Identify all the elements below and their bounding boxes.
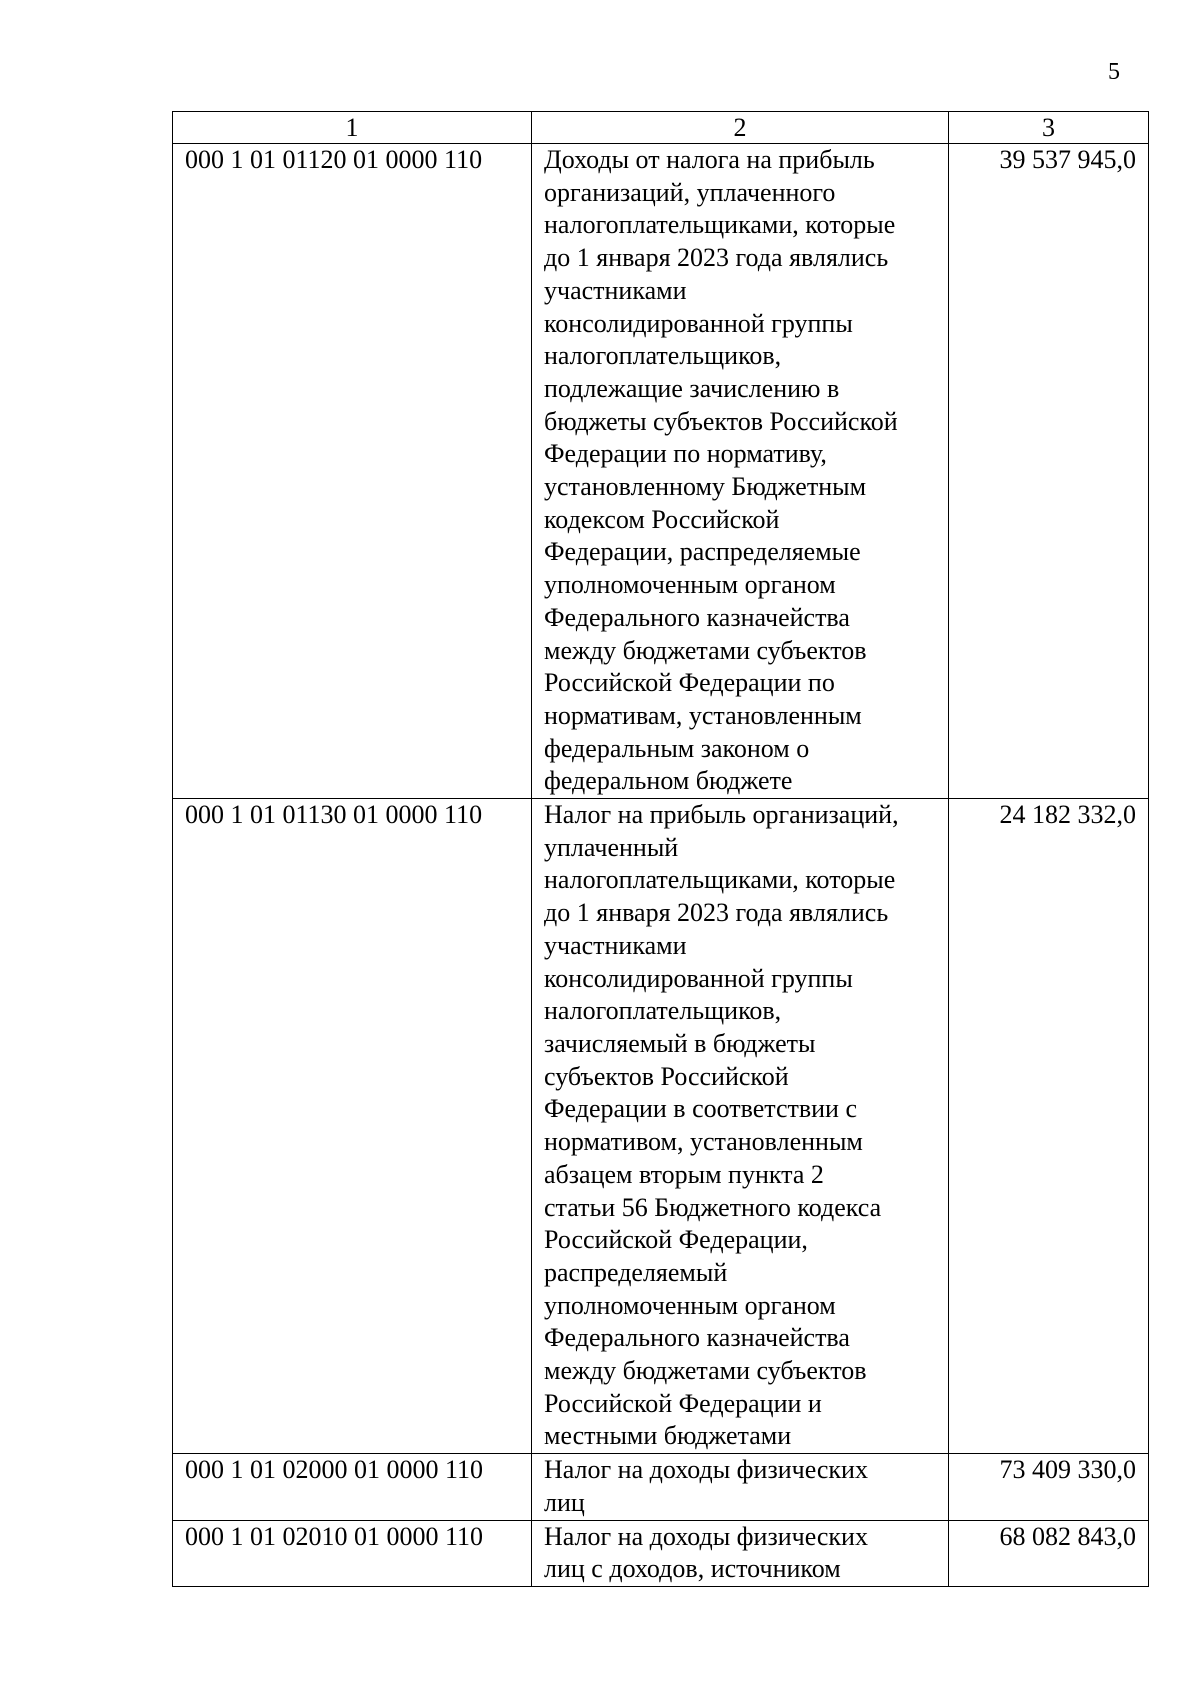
description-line: налогоплательщиков,	[544, 341, 782, 371]
description-line: Федерального казначейства	[544, 602, 850, 632]
column-header-amount: 3	[949, 112, 1149, 144]
description-line: уплаченный	[544, 832, 679, 862]
description-line: подлежащие зачислению в	[544, 373, 840, 403]
table-body	[173, 144, 1149, 1587]
budget-classification-code: 000 1 01 01120 01 0000 110	[173, 144, 532, 799]
description-line: организаций, уплаченного	[544, 177, 836, 207]
description-line: установленному Бюджетным	[544, 472, 867, 502]
description-line: налогоплательщиками, которые	[544, 865, 896, 895]
description-line: абзацем вторым пункта 2	[544, 1159, 824, 1189]
table-row	[173, 1520, 1149, 1586]
table-header-row	[173, 112, 1149, 144]
description-line: Российской Федерации по	[544, 668, 835, 698]
description-line: Федерации, распределяемые	[544, 537, 861, 567]
description-line: Российской Федерации,	[544, 1225, 808, 1255]
revenue-amount: 68 082 843,0	[949, 1520, 1149, 1586]
description-line: уполномоченным органом	[544, 1290, 836, 1320]
description-line: налогоплательщиков,	[544, 996, 782, 1026]
description-line: уполномоченным органом	[544, 570, 836, 600]
description-line: Федерации в соответствии с	[544, 1094, 858, 1124]
description-line: федеральным законом о	[544, 733, 810, 763]
description-line: до 1 января 2023 года являлись	[544, 243, 889, 273]
revenue-description	[532, 144, 949, 799]
description-line: нормативам, установленным	[544, 700, 862, 730]
description-line: нормативом, установленным	[544, 1127, 863, 1157]
description-line: бюджеты субъектов Российской	[544, 406, 898, 436]
description-line: статьи 56 Бюджетного кодекса	[544, 1192, 882, 1222]
description-line: участниками	[544, 275, 687, 305]
description-line: Налог на доходы физических	[544, 1455, 868, 1485]
description-line: лиц с доходов, источником	[544, 1554, 841, 1584]
description-line: Доходы от налога на прибыль	[544, 145, 875, 174]
description-line: федеральном бюджете	[544, 766, 793, 796]
description-line: распределяемый	[544, 1257, 728, 1287]
description-line: зачисляемый в бюджеты	[544, 1028, 816, 1058]
budget-classification-code: 000 1 01 02010 01 0000 110	[173, 1520, 532, 1586]
budget-classification-code: 000 1 01 01130 01 0000 110	[173, 799, 532, 1454]
revenue-description	[532, 1520, 949, 1586]
description-line: лиц	[544, 1487, 585, 1517]
description-line: Российской Федерации и	[544, 1388, 822, 1418]
description-line: консолидированной группы	[544, 308, 853, 338]
revenue-amount: 24 182 332,0	[949, 799, 1149, 1454]
description-line: Налог на прибыль организаций,	[544, 800, 899, 830]
description-line: Федерации по нормативу,	[544, 439, 827, 469]
description-line: участниками	[544, 930, 687, 960]
description-line: между бюджетами субъектов	[544, 635, 867, 665]
description-line: Налог на доходы физических	[544, 1521, 868, 1551]
description-line: местными бюджетами	[544, 1421, 792, 1451]
table-row	[173, 1454, 1149, 1520]
page-number: 5	[1108, 59, 1120, 85]
column-header-description: 2	[532, 112, 949, 144]
description-line: налогоплательщиками, которые	[544, 210, 896, 240]
table-row	[173, 799, 1149, 1454]
description-line: до 1 января 2023 года являлись	[544, 898, 889, 928]
description-line: субъектов Российской	[544, 1061, 789, 1091]
description-line: кодексом Российской	[544, 504, 780, 534]
revenue-description	[532, 799, 949, 1454]
table-row	[173, 144, 1149, 799]
revenue-amount: 39 537 945,0	[949, 144, 1149, 799]
column-header-code: 1	[173, 112, 532, 144]
budget-classification-code: 000 1 01 02000 01 0000 110	[173, 1454, 532, 1520]
revenue-description	[532, 1454, 949, 1520]
description-line: Федерального казначейства	[544, 1323, 850, 1353]
description-line: между бюджетами субъектов	[544, 1356, 867, 1386]
revenue-amount: 73 409 330,0	[949, 1454, 1149, 1520]
budget-revenue-table	[172, 111, 1149, 1587]
description-line: консолидированной группы	[544, 963, 853, 993]
